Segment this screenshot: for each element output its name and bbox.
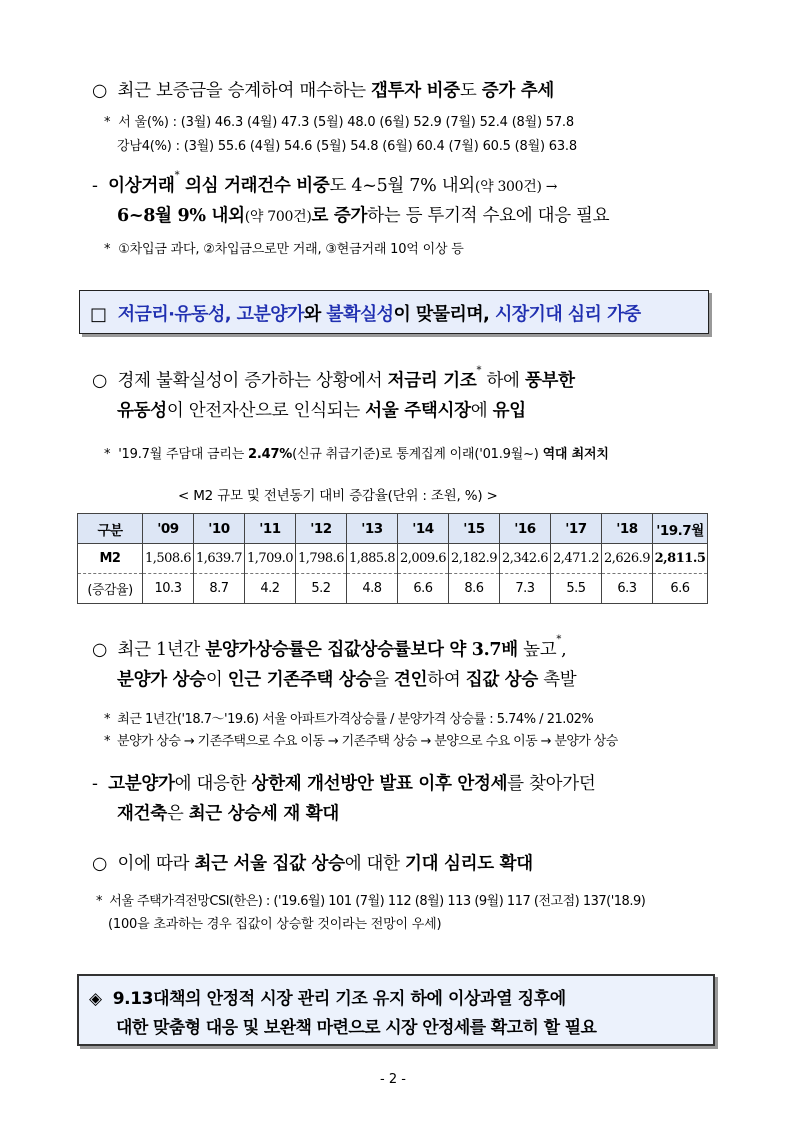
section-reconstruction: - 고분양가에 대응한 상한제 개선방안 발표 이후 안정세를 찾아가던 [92,774,596,794]
table-cell: 1,709.0 [245,544,296,574]
table-cell: 5.2 [296,574,347,604]
table-header-cell: '19.7월 [653,514,708,544]
table-header-cell: '09 [143,514,194,544]
table-cell: M2 [78,544,143,574]
table-cell: 4.8 [347,574,398,604]
conclusion-line-1: ◈ 9.13대책의 안정적 시장 관리 기조 유지 하에 이상과열 징후에 [89,989,566,1009]
conclusion-box [77,974,715,1046]
table-cell: 1,508.6 [143,544,194,574]
table-cell: 2,811.5 [653,544,708,574]
table-cell: 8.6 [449,574,500,604]
note-demand-cycle: * 분양가 상승 → 기존주택으로 수요 이동 → 기존주택 상승 → 분양으로 수요 이동 → 분양가 상승 [104,734,618,749]
section-gap-investment: ○ 최근 보증금을 승계하여 매수하는 갭투자 비중도 증가 추세 [92,81,554,101]
table-row [78,574,708,604]
table-cell: 4.2 [245,574,296,604]
table-cell: 2,626.9 [602,544,653,574]
section-expectation: ○ 이에 따라 최근 서울 집값 상승에 대한 기대 심리도 확대 [92,854,533,874]
table-cell: 10.3 [143,574,194,604]
table-row [78,544,708,574]
table-header-cell: '15 [449,514,500,544]
table-cell: (증감율) [78,574,143,604]
section-reconstruction-cont: 재건축은 최근 상승세 재 확대 [117,804,339,824]
section-abnormal-trades: - 이상거래* 의심 거래건수 비중도 4~5월 7% 내외(약 300건) → [92,170,558,196]
table-header-row [78,514,708,544]
note-price-growth: * 최근 1년간('18.7～'19.6) 서울 아파트가격상승률 / 분양가격 상승률 : 5.74% / 21.02% [104,712,594,727]
page-number: - 2 - [380,1072,406,1087]
table-cell: 8.7 [194,574,245,604]
table-cell: 5.5 [551,574,602,604]
table-cell: 6.6 [653,574,708,604]
conclusion-line-2: 대한 맞춤형 대응 및 보완책 마련으로 시장 안정세를 확고히 할 필요 [116,1018,597,1038]
diamond-icon: ◈ [89,989,102,1009]
checkbox-square-icon: □ [90,304,107,325]
table-header-cell: '10 [194,514,245,544]
table-cell: 2,342.6 [500,544,551,574]
note-gangnam-ratio: 강남4(%) : (3월) 55.6 (4월) 54.6 (5월) 54.8 (6월) 60.4 (7월) 60.5 (8월) 63.8 [117,139,577,154]
bullet-circle: ○ [92,81,107,101]
note-abnormal-criteria: * ①차입금 과다, ②차입금으로만 거래, ③현금거래 10억 이상 등 [104,242,464,257]
section-low-rate-liquidity-cont: 유동성이 안전자산으로 인식되는 서울 주택시장에 유입 [117,401,526,421]
m2-table [77,513,708,604]
table-cell: 1,798.6 [296,544,347,574]
section-abnormal-trades-cont: 6~8월 9% 내외(약 700건)로 증가하는 등 투기적 수요에 대응 필요 [117,206,610,226]
table-cell: 7.3 [500,574,551,604]
table-cell: 6.6 [398,574,449,604]
table-header-cell: '17 [551,514,602,544]
table-cell: 2,009.6 [398,544,449,574]
section-presale-price-cont: 분양가 상승이 인근 기존주택 상승을 견인하여 집값 상승 촉발 [117,670,577,690]
table-cell: 6.3 [602,574,653,604]
table-header-cell: '13 [347,514,398,544]
table-header-cell: '14 [398,514,449,544]
table-header-cell: '11 [245,514,296,544]
table-header-cell: 구분 [78,514,143,544]
note-csi-explanation: (100을 초과하는 경우 집값이 상승할 것이라는 전망이 우세) [108,917,442,932]
section-low-rate-liquidity: ○ 경제 불확실성이 증가하는 상황에서 저금리 기조* 하에 풍부한 [92,365,575,391]
table-header-cell: '12 [296,514,347,544]
note-csi: * 서울 주택가격전망CSI(한은) : ('19.6월) 101 (7월) 112 (8월) 113 (9월) 117 (전고점) 137('18.9) [96,894,646,909]
table-header-cell: '18 [602,514,653,544]
section-heading: □ 저금리·유동성, 고분양가와 불확실성이 맞물리며, 시장기대 심리 가중 [90,304,641,325]
table-cell: 1,885.8 [347,544,398,574]
table-cell: 1,639.7 [194,544,245,574]
section-heading-box [79,290,709,334]
section-presale-price: ○ 최근 1년간 분양가상승률은 집값상승률보다 약 3.7배 높고*, [92,634,567,660]
table-caption: < M2 규모 및 전년동기 대비 증감율(단위 : 조원, %) > [178,488,498,504]
table-header-cell: '16 [500,514,551,544]
table-cell: 2,471.2 [551,544,602,574]
note-seoul-ratio: * 서 울(%) : (3월) 46.3 (4월) 47.3 (5월) 48.0 (6월) 52.9 (7월) 52.4 (8월) 57.8 [104,115,574,130]
table-cell: 2,182.9 [449,544,500,574]
note-mortgage-rate: * '19.7월 주담대 금리는 2.47%(신규 취급기준)로 통계집계 이래('01.9월~) 역대 최저치 [104,447,609,462]
